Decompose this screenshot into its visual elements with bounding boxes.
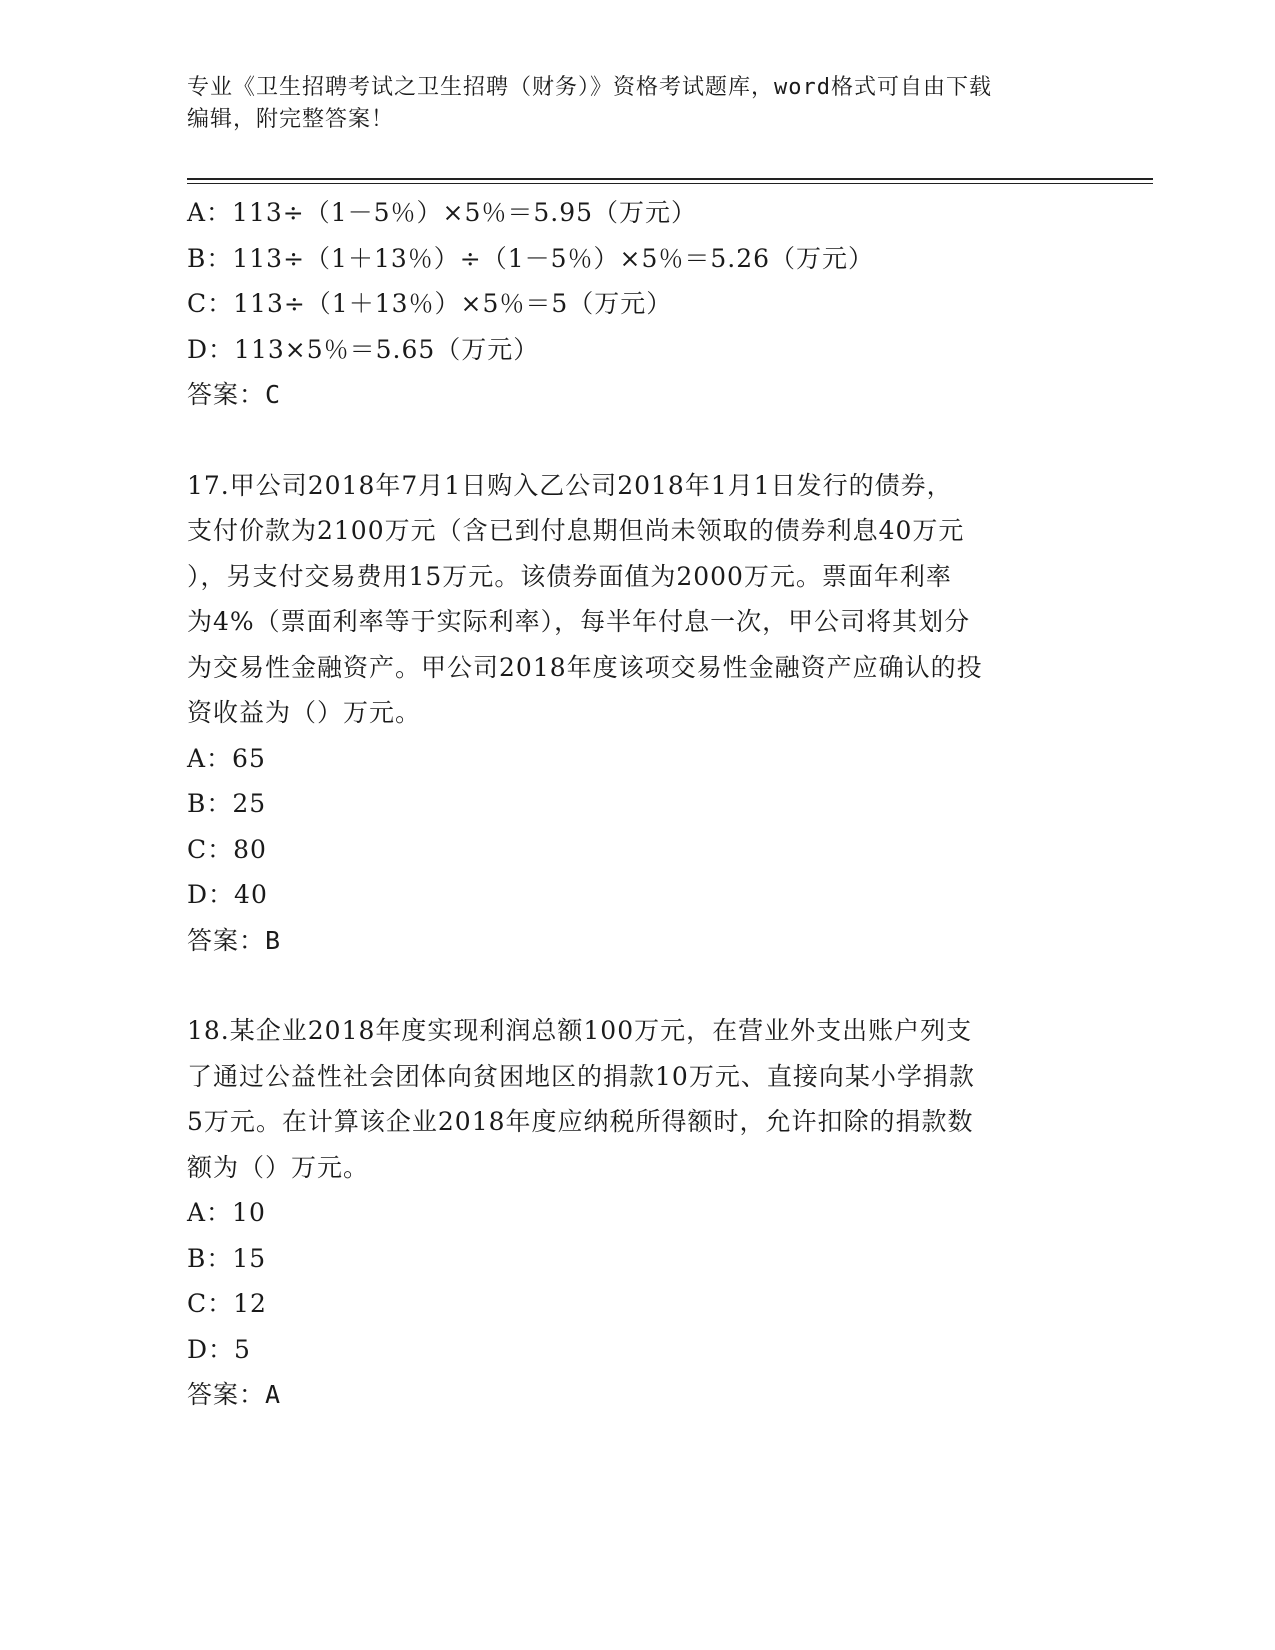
question-text-line: 支付价款为2100万元（含已到付息期但尚未领取的债券利息40万元 <box>187 516 965 545</box>
question-16 <box>187 190 1087 418</box>
option-a: A：10 <box>187 1198 266 1227</box>
option-a: A：113÷（1－5％）×5％＝5.95（万元） <box>187 198 698 227</box>
option-b: B：25 <box>187 789 267 818</box>
answer-label: 答案： <box>187 1380 266 1409</box>
question-text-line: 5万元。在计算该企业2018年度应纳税所得额时，允许扣除的捐款数 <box>187 1107 974 1136</box>
answer-label: 答案： <box>187 380 266 409</box>
option-b: B：15 <box>187 1243 267 1273</box>
question-content <box>187 190 1087 1418</box>
question-text-line: 17.甲公司2018年7月1日购入乙公司2018年1月1日发行的债券， <box>187 470 953 500</box>
question-17 <box>187 463 1087 964</box>
question-text-line: 额为（）万元。 <box>187 1152 370 1182</box>
answer-value: B <box>265 925 282 955</box>
spacer <box>187 963 1087 1008</box>
option-b: B：113÷（1＋13％）÷（1－5％）×5％＝5.26（万元） <box>187 243 875 273</box>
header-divider-thin <box>187 183 1153 184</box>
question-text-line: 18.某企业2018年度实现利润总额100万元，在营业外支出账户列支 <box>187 1016 973 1045</box>
document-header <box>187 72 1067 136</box>
answer-value: A <box>265 1380 282 1409</box>
option-d: D：113×5％＝5.65（万元） <box>187 334 540 364</box>
question-text-line: 为4%（票面利率等于实际利率），每半年付息一次，甲公司将其划分 <box>187 607 971 636</box>
option-a: A：65 <box>187 743 266 773</box>
answer-value: C <box>265 380 282 409</box>
header-divider-thick <box>187 178 1153 180</box>
question-18 <box>187 1008 1087 1418</box>
option-d: D：40 <box>187 880 268 909</box>
answer-line <box>187 918 1087 964</box>
spacer <box>187 418 1087 463</box>
option-d: D：5 <box>187 1334 251 1364</box>
question-text-line: 资收益为（）万元。 <box>187 698 422 727</box>
question-text-line: 为交易性金融资产。甲公司2018年度该项交易性金融资产应确认的投 <box>187 652 983 682</box>
answer-label: 答案： <box>187 925 266 955</box>
option-c: C：80 <box>187 834 267 864</box>
header-line-2: 编辑，附完整答案！ <box>187 107 395 132</box>
option-c: C：113÷（1＋13％）×5％＝5（万元） <box>187 289 673 318</box>
question-text-line: ），另支付交易费用15万元。该债券面值为2000万元。票面年利率 <box>187 561 952 591</box>
answer-line <box>187 1372 1087 1418</box>
header-line-1: 专业《卫生招聘考试之卫生招聘（财务）》资格考试题库，word格式可自由下载 <box>187 75 992 100</box>
option-c: C：12 <box>187 1289 267 1318</box>
question-text-line: 了通过公益性社会团体向贫困地区的捐款10万元、直接向某小学捐款 <box>187 1061 975 1091</box>
answer-line <box>187 372 1087 418</box>
